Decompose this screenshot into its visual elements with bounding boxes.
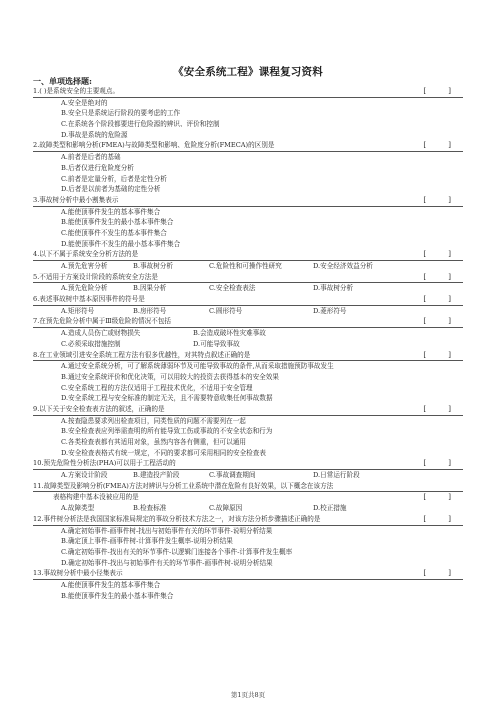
option-text: D.校正措施 xyxy=(313,504,347,513)
option-text: D.安全系统工程与安全标准的制定无关，且不需要特意收集任何事故数据 xyxy=(61,394,273,403)
question-text: 10.预先危险性分析法(PHA)可以用于工程活动的 xyxy=(33,459,176,468)
option-row xyxy=(33,306,463,317)
option-text: D.事故树分析 xyxy=(313,284,354,293)
question-text: 3.事故树分析中最小割集表示 xyxy=(33,195,119,204)
option-line xyxy=(33,152,463,163)
question-stem xyxy=(33,481,463,493)
option-text: A.确定初始事件-画事件树-找出与初始事件有关的环节事件-说明分析结果 xyxy=(61,526,273,535)
option-text: C.必须采取措施控制 xyxy=(61,339,121,348)
option-line xyxy=(33,184,463,195)
option-text: B.因果分析 xyxy=(133,284,167,293)
option-text: B.能使顶事件发生的最小基本事件集合 xyxy=(61,591,174,600)
option-text: A.预先危险分析 xyxy=(61,284,108,293)
option-text: C.各类检查表都有其适用对象，虽然内容各有侧重，但可以通用 xyxy=(61,438,246,446)
option-line xyxy=(33,526,463,537)
option-text: C.危险性和可操作性研究 xyxy=(209,262,282,270)
option-text: A.能使顶事件发生的基本事件集合 xyxy=(61,580,161,589)
option-text: D.确定初始事件-找出与初始事件有关的环节事件-画事件树-说明分析结果 xyxy=(61,558,273,567)
question-list xyxy=(33,86,463,601)
option-line xyxy=(33,228,463,239)
option-row xyxy=(33,261,463,272)
option-text: A.按查隐患要求列出检查项目，同类性质的问题不需要列在一起 xyxy=(61,416,246,425)
option-text: A.预先危害分析 xyxy=(61,262,108,270)
option-text: B.确定顶上事件-画事件树-计算事件发生概率-说明分析结果 xyxy=(61,537,233,546)
option-text: A.能使顶事件发生的基本事件集合 xyxy=(61,207,161,216)
option-text: A.故障类型 xyxy=(61,504,95,513)
option-text: B.安全检查表应列举需查明的所有能导致工伤或事故的不安全状态和行为 xyxy=(61,427,273,436)
option-text: D.安全经济效益分析 xyxy=(313,262,373,270)
option-text: D.可能导致事故 xyxy=(193,339,240,348)
question-stem xyxy=(33,350,463,362)
option-line xyxy=(33,130,463,141)
option-line xyxy=(33,426,463,437)
option-text: D.事故是系统的危险源 xyxy=(61,130,128,139)
answer-bracket: [ ] xyxy=(423,87,461,95)
option-line xyxy=(33,558,463,569)
option-text: B.检查标准 xyxy=(133,504,167,513)
option-line xyxy=(33,108,463,119)
option-text: B.会造成破坏性灾难事故 xyxy=(193,329,266,338)
option-line xyxy=(33,372,463,383)
option-text: B.后者仅进行危险度分析 xyxy=(61,163,134,172)
question-text: 13.事故树分析中最小径集表示 xyxy=(33,569,123,578)
option-line xyxy=(33,119,463,130)
option-text: A.安全是绝对的 xyxy=(61,98,108,107)
option-text: B.通过安全系统评价和优化决策，可以用较大的投资去获得基本的安全效果 xyxy=(61,372,279,381)
option-text: C.故障原因 xyxy=(209,504,243,513)
question-stem xyxy=(33,86,463,98)
option-text: B.能使顶事件发生的最小基本事件集合 xyxy=(61,218,174,227)
option-line xyxy=(33,174,463,185)
option-line xyxy=(33,547,463,558)
answer-bracket: [ ] xyxy=(423,272,461,281)
document-title: 《安全系统工程》课程复习资料 xyxy=(173,66,323,78)
question-stem-continued xyxy=(33,492,463,503)
option-text: C.圆形符号 xyxy=(209,306,243,315)
option-line xyxy=(33,98,463,109)
option-text: C.安全系统工程的方法仅适用于工程技术优化，不适用于安全管理 xyxy=(61,383,253,392)
option-text: B.房形符号 xyxy=(133,306,167,315)
question-stem xyxy=(33,140,463,152)
question-stem xyxy=(33,249,463,261)
option-text: C.安全检查表法 xyxy=(209,284,256,293)
option-text: C.能使顶事件不发生的基本事件集合 xyxy=(61,228,167,237)
option-line xyxy=(33,580,463,591)
option-text: C.前者是定量分析，后者是定性分析 xyxy=(61,174,167,183)
option-row xyxy=(33,328,463,339)
question-stem xyxy=(33,404,463,416)
answer-bracket: [ ] xyxy=(423,295,461,304)
question-text-continued: 表格构建中基本没被应用的是 xyxy=(53,493,139,502)
page-footer: 第1页共8页 xyxy=(230,691,266,699)
question-stem xyxy=(33,568,463,580)
section-heading: 一、单项选择题: xyxy=(33,76,92,86)
option-line xyxy=(33,393,463,404)
answer-bracket: [ ] xyxy=(423,317,461,326)
answer-bracket: [ ] xyxy=(423,569,461,578)
question-text: 7.在预先危险分析中属于Ⅲ级危险的情况不包括 xyxy=(33,317,171,326)
option-text: B.安全只是系统运行阶段的要考虑的工作 xyxy=(61,109,181,118)
question-text: 8.在工业领域引进安全系统工程方法有很多优越性，对其特点叙述正确的是 xyxy=(33,350,251,359)
option-line xyxy=(33,416,463,427)
question-stem xyxy=(33,458,463,470)
answer-bracket: [ ] xyxy=(423,250,461,259)
answer-bracket: [ ] xyxy=(423,350,461,359)
question-stem xyxy=(33,272,463,284)
question-stem xyxy=(33,195,463,207)
option-text: D.日常运行阶段 xyxy=(313,471,360,480)
option-text: D.菱形符号 xyxy=(313,306,347,315)
option-text: D.能使顶事件不发生的最小基本事件集合 xyxy=(61,239,181,248)
question-stem xyxy=(33,514,463,526)
option-row xyxy=(33,503,463,514)
question-stem xyxy=(33,294,463,306)
answer-bracket: [ ] xyxy=(423,459,461,468)
option-text: C.确定初始事件-找出有关的环节事件-以逻辑门连接各个事件-计算事件发生概率 xyxy=(61,547,293,556)
option-text: A.矩形符号 xyxy=(61,306,95,315)
answer-bracket: [ ] xyxy=(423,514,461,523)
option-line xyxy=(33,163,463,174)
option-line xyxy=(33,383,463,394)
option-text: A.通过安全系统分析，可了解系统薄弱环节及可能导致事故的条件,从而采取措施预防事故发生 xyxy=(61,362,334,371)
question-text: 12.事件树分析法是我国国家标准局规定的事故分析技术方法之一，对该方法分析步骤描述正确的是 xyxy=(33,514,321,523)
option-text: D.后者是以前者为基础的定性分析 xyxy=(61,185,161,194)
question-text: 2.故障类型和影响分析(FMEA)与故障类型和影响、危险度分析(FMECA)的区别是 xyxy=(33,141,275,150)
option-text: B.事故树分析 xyxy=(133,262,173,270)
option-line xyxy=(33,217,463,228)
option-line xyxy=(33,536,463,547)
option-line xyxy=(33,591,463,602)
question-text: 1.( )是系统安全的主要观点。 xyxy=(33,87,120,95)
option-row xyxy=(33,470,463,481)
option-line xyxy=(33,437,463,448)
question-text: 4.以下不属于系统安全分析方法的是 xyxy=(33,250,139,259)
question-text: 5.不适用于方案设计阶段的系统安全方法是 xyxy=(33,272,158,281)
option-line xyxy=(33,448,463,459)
option-text: D.安全检查表格式有统一规定，不同的要求都可采用相同的安全检查表 xyxy=(61,448,266,457)
question-text: 11.故障类型及影响分析(FMEA)方法对辨识与分析工业系统中潜在危险有良好效果，以下概念在该方法 xyxy=(33,481,334,490)
option-text: A.前者是后者的基础 xyxy=(61,153,121,162)
option-text: C.在系统各个阶段都要进行危险源的辨识、评价和控制 xyxy=(61,120,220,129)
question-text: 6.表述事故树中基本原因事件的符号是 xyxy=(33,295,145,304)
option-row xyxy=(33,339,463,350)
option-text: A.造成人员伤亡或财物损失 xyxy=(61,329,141,338)
question-stem xyxy=(33,316,463,328)
option-row xyxy=(33,283,463,294)
answer-bracket: [ ] xyxy=(423,493,461,502)
question-text: 9.以下关于安全检查表方法的叙述，正确的是 xyxy=(33,404,165,413)
option-text: C.事故调查期间 xyxy=(209,471,256,480)
answer-bracket: [ ] xyxy=(423,141,461,150)
option-line xyxy=(33,361,463,372)
answer-bracket: [ ] xyxy=(423,404,461,413)
option-text: A.方案设计阶段 xyxy=(61,471,108,480)
option-line xyxy=(33,239,463,250)
answer-bracket: [ ] xyxy=(423,195,461,204)
option-line xyxy=(33,207,463,218)
option-text: B.建造投产阶段 xyxy=(133,471,180,480)
